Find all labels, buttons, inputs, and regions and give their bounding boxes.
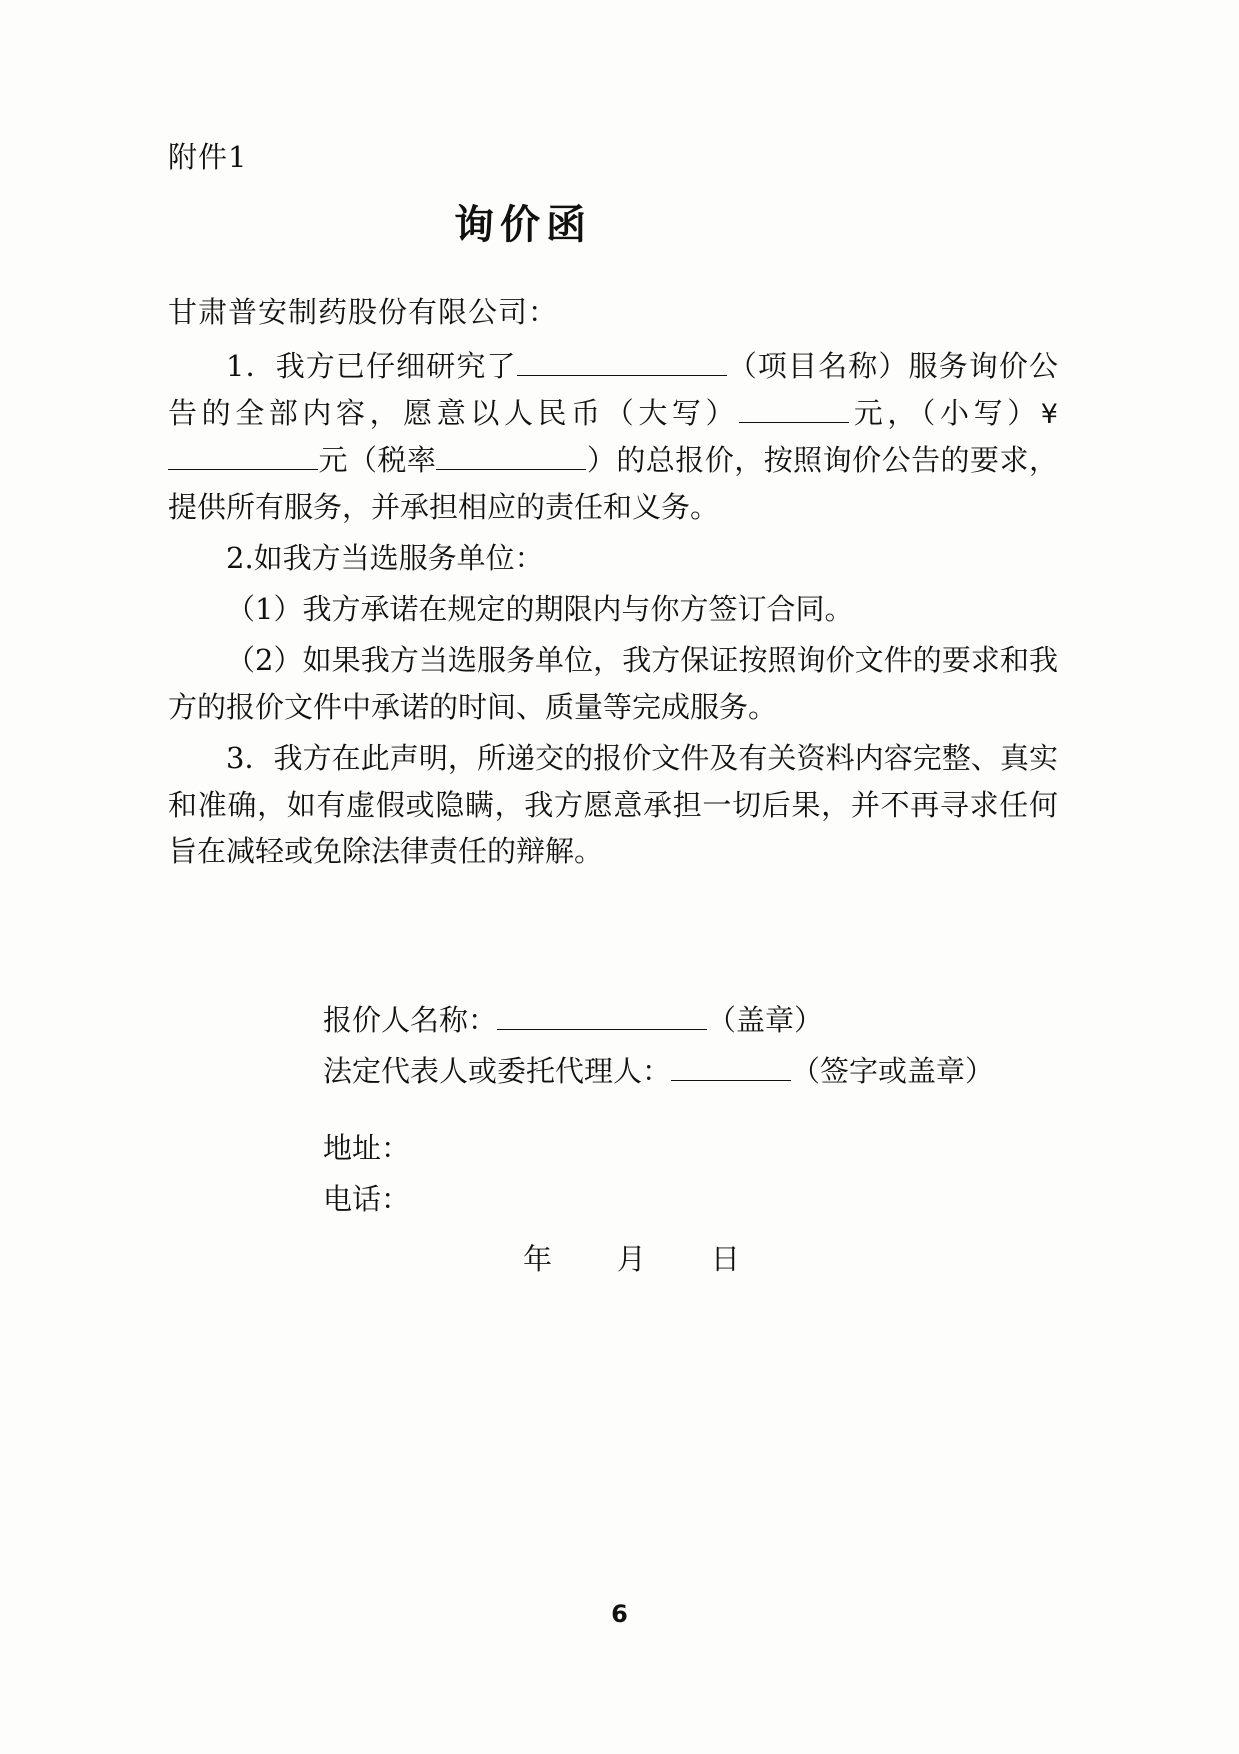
bidder-name-label: 报价人名称： [323, 1003, 498, 1038]
amount-words-blank [739, 422, 849, 423]
signature-block [168, 995, 1058, 1285]
paragraph-1-text-c: 元，（小写） [849, 395, 1041, 430]
bidder-name-blank [497, 1029, 707, 1030]
paragraph-2-1: （1）我方承诺在规定的期限内与你方签订合同。 [226, 591, 854, 626]
document-content [168, 140, 1058, 1285]
signature-spacer [168, 1097, 1058, 1123]
bidder-name-suffix: （盖章） [707, 1003, 824, 1038]
paragraph-1 [168, 343, 1058, 531]
paragraph-2: 2.如我方当选服务单位： [226, 540, 544, 575]
paragraph-2-2: （2）如果我方当选服务单位，我方保证按照询价文件的要求和我方的报价文件中承诺的时间、质量等完成服务。 [168, 642, 1058, 724]
date-line [168, 1234, 1058, 1285]
tax-rate-blank [436, 469, 586, 470]
paragraph-1-text-d: 元（税率 [318, 442, 437, 477]
legal-rep-blank [671, 1080, 791, 1081]
paragraph-1-text-b: （项目名称）服务询价公告的全部内容，愿意以人民币（大写） [168, 348, 1058, 430]
paragraph-1-text-a: 1．我方已仔细研究了 [226, 348, 517, 383]
page-number: 6 [611, 1600, 628, 1628]
date-month-label: 月 [616, 1242, 649, 1277]
attachment-label: 附件1 [168, 140, 248, 174]
phone-line: 电话： [323, 1181, 411, 1216]
address-line: 地址： [323, 1130, 411, 1165]
date-day-label: 日 [710, 1242, 743, 1277]
currency-symbol: ¥ [1040, 398, 1058, 430]
date-year-label: 年 [523, 1242, 555, 1277]
addressee-line: 甘肃普安制药股份有限公司： [168, 294, 559, 329]
legal-rep-label: 法定代表人或委托代理人： [323, 1054, 672, 1089]
amount-figures-blank [168, 469, 318, 470]
project-name-blank [517, 375, 727, 376]
legal-rep-suffix: （签字或盖章） [791, 1054, 995, 1089]
page-title: 询价函 [454, 200, 592, 248]
bidder-name-line [168, 995, 1058, 1046]
paragraph-1-text-e: ）的总报价，按照询价公告的要求，提供所有服务，并承担相应的责任和义务。 [168, 442, 1058, 524]
paragraph-3: 3．我方在此声明，所递交的报价文件及有关资料内容完整、真实和准确，如有虚假或隐瞒，我方愿意承担一切后果，并不再寻求任何旨在减轻或免除法律责任的辩解。 [168, 740, 1058, 869]
legal-rep-line [168, 1046, 1058, 1097]
